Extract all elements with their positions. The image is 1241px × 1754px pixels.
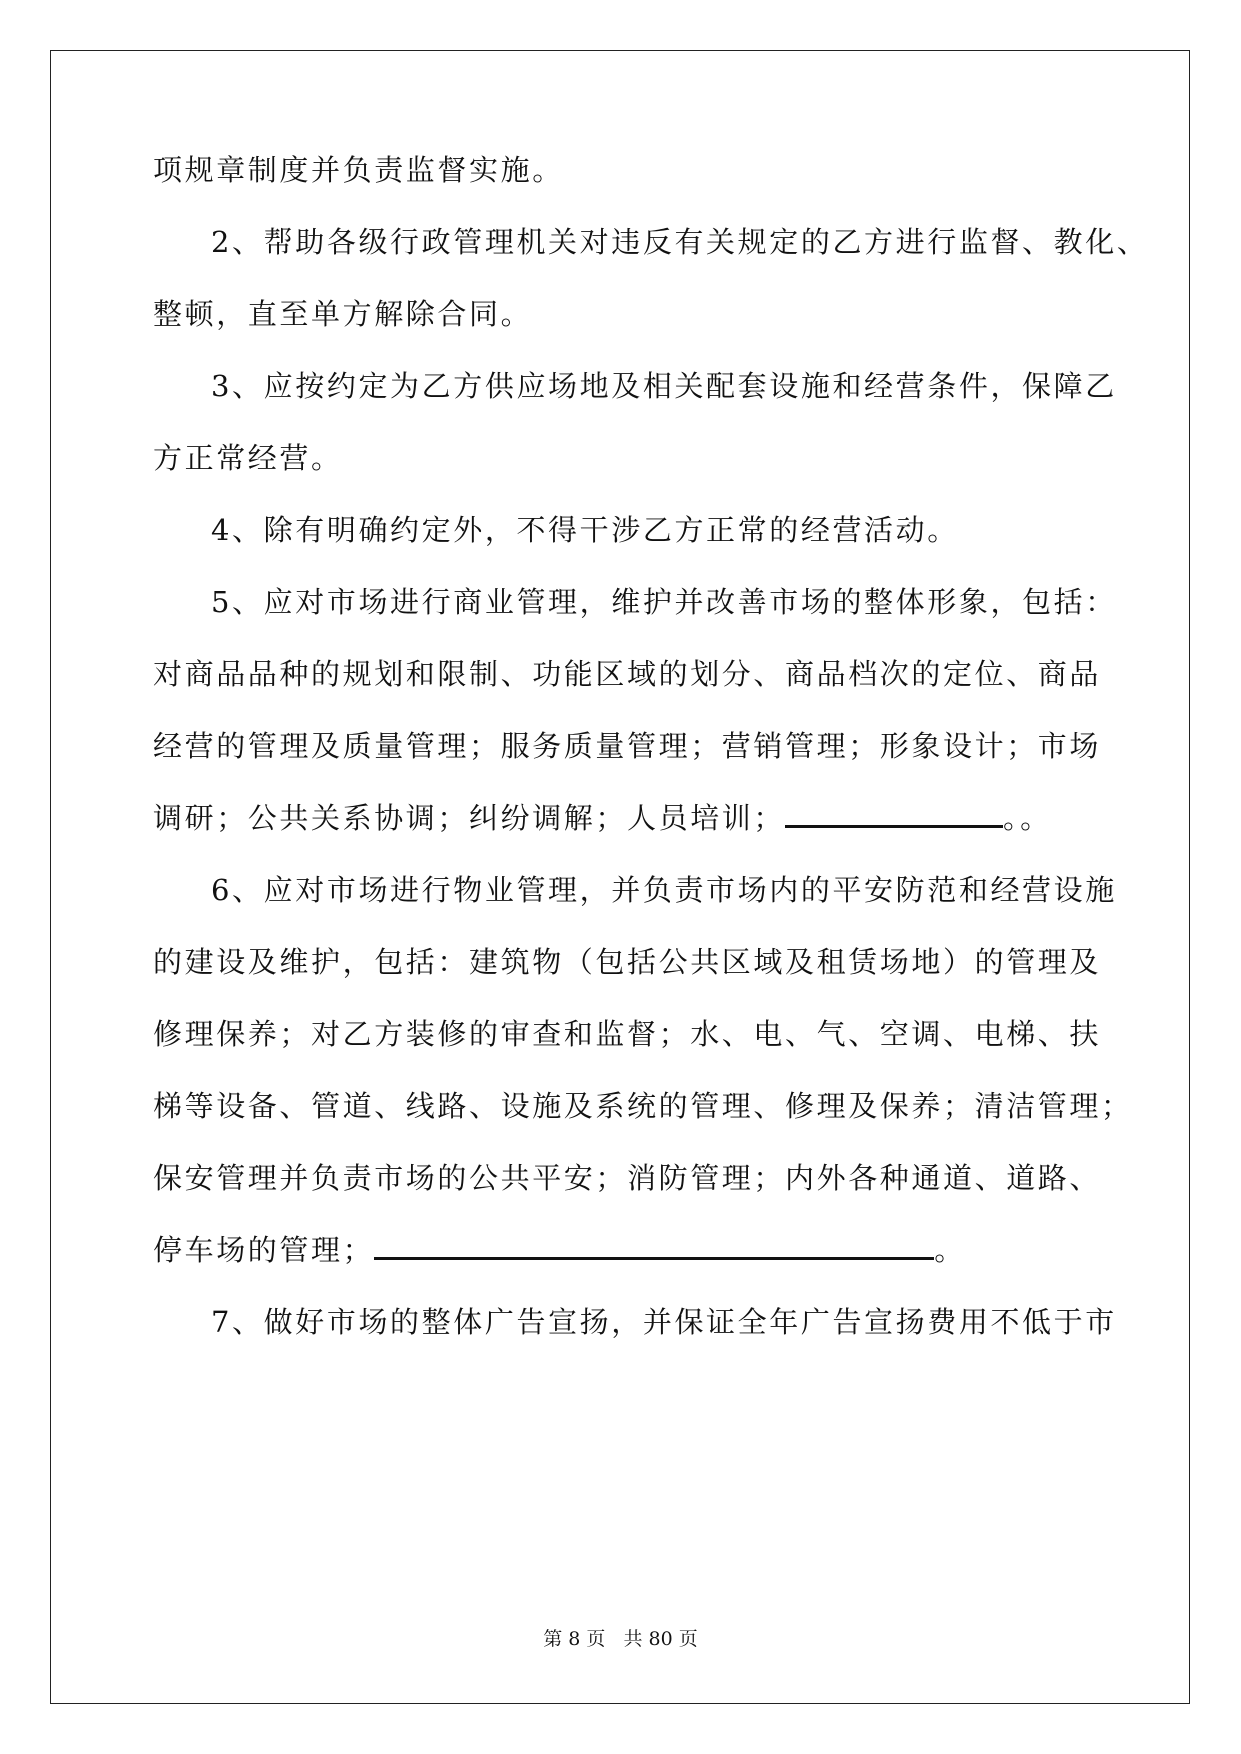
- paragraph-6-line-3: 修理保养；对乙方装修的审查和监督；水、电、气、空调、电梯、扶: [153, 1017, 1102, 1051]
- paragraph-6-line-6-end: 。: [934, 1233, 966, 1267]
- paragraph-5-line-4: [153, 798, 1093, 838]
- paragraph-6-line-6-text: 停车场的管理；: [153, 1233, 375, 1267]
- paragraph-5-line-2: 对商品品种的规划和限制、功能区域的划分、商品档次的定位、商品: [153, 657, 1102, 691]
- paragraph-4-line-1: 4、除有明确约定外，不得干涉乙方正常的经营活动。: [211, 513, 959, 547]
- paragraph-6-line-2: 的建设及维护，包括：建筑物（包括公共区域及租赁场地）的管理及: [153, 945, 1102, 979]
- paragraph-6-line-6: [153, 1230, 1093, 1270]
- paragraph-5-line-3: 经营的管理及质量管理；服务质量管理；营销管理；形象设计；市场: [153, 729, 1102, 763]
- paragraph-7-line-1: 7、做好市场的整体广告宣扬，并保证全年广告宣扬费用不低于市: [211, 1305, 1117, 1339]
- paragraph-5-line-4-text: 调研；公共关系协调；纠纷调解；人员培训；: [153, 801, 786, 835]
- text-line: 项规章制度并负责监督实施。: [153, 153, 564, 187]
- page-footer: [0, 1624, 1241, 1651]
- paragraph-6-line-1: 6、应对市场进行物业管理，并负责市场内的平安防范和经营设施: [211, 873, 1117, 907]
- paragraph-6-line-5: 保安管理并负责市场的公共平安；消防管理；内外各种通道、道路、: [153, 1161, 1102, 1195]
- paragraph-3-line-2: 方正常经营。: [153, 441, 343, 475]
- paragraph-5-line-1: 5、应对市场进行商业管理，维护并改善市场的整体形象，包括：: [211, 585, 1117, 619]
- paragraph-6-line-4: 梯等设备、管道、线路、设施及系统的管理、修理及保养；清洁管理；: [153, 1089, 1133, 1123]
- page-number: 第 8 页: [543, 1628, 606, 1650]
- fill-in-blank-line: [785, 801, 1003, 828]
- paragraph-5-line-4-end: 。。: [1003, 801, 1052, 835]
- paragraph-3-line-1: 3、应按约定为乙方供应场地及相关配套设施和经营条件，保障乙: [211, 369, 1117, 403]
- page-total: 共 80 页: [623, 1628, 698, 1650]
- paragraph-2-line-2: 整顿，直至单方解除合同。: [153, 297, 533, 331]
- fill-in-blank-line: [374, 1233, 934, 1260]
- paragraph-2-line-1: 2、帮助各级行政管理机关对违反有关规定的乙方进行监督、教化、: [211, 225, 1149, 259]
